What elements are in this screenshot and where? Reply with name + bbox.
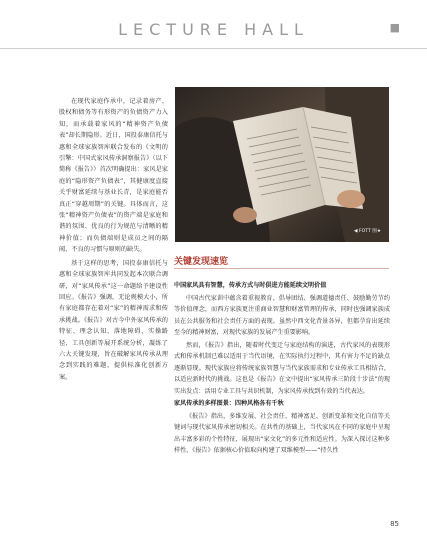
body-paragraph: 《报告》指出，多维发展、社会责任、精神富足、创新变革和文化自信等关键词与现代家风传承密切相关。在共性的基础上，当代家风在不同的家庭中呈现出丰富多彩的个性特征，展现出“家文化”的多元性和适应性。为深入探讨这种多样性，《报告》依据核心价值取向构建了双维模型——“持久性 [174,412,390,454]
section-divider [174,268,389,269]
intro-paragraph: 基于这样的思考，国投泰康信托与惠和全球家族智库共同发起本次联合调研，对“家风传承”这一命题给予建设性回应。《报告》强调，无论规模大小，所有家庭都存在着对“家”的精神需求和传承挑战。《报告》对古今中外家风传承的特征、理念认知、落地障碍、实操路径、工具创新等展开系统分析，凝练了六大关键发现，旨在破解家风传承从理念到实践的难题，提供标准化创新方案。 [59,259,168,381]
body-paragraph: 中国古代家训中蕴含着重视教育、倡导团结、强调道德责任、鼓励勤劳节约等价值理念，而西方家族更注重商业智慧和财富管理的传承，同时也强调家族成员在公共服务和社会责任方面的表现。虽然中西文化背景各异，但都孕育出延续至今的精神财富，对现代家族的发展产生重要影响。 [174,294,390,336]
section-header-title: LECTURE HALL [118,20,309,39]
section-title: 关键发现速览 [174,257,229,267]
photo-credit: ◀ FOTT 图★ [354,229,381,234]
right-column [174,279,390,458]
left-column [59,96,168,385]
body-paragraph: 然而，《报告》指出，随着时代变迁与家庭结构的演进，古代家风的表现形式和传承机制已难以适用于当代语境，在实际执行过程中，其有害力不足的缺点逐渐显现。现代家族应将传统家族智慧与当代家族需求和专业传承工具相结合，以适应新时代的挑战。这也是《报告》在文中提出“家风传承三阶段十步法”的现实出发点：活用专业工具与共识机制，为家风传承找到有效的当代表达。 [174,341,390,395]
header-square-icon: ■ [389,21,400,34]
reading-report-photo [175,87,389,242]
intro-paragraph: 在现代家庭作承中，记录着房产、股权和债务等有形资产的负债资产力入知，而承载着家风的“精神资产负债表”却长期隐形。近日，国投泰康信托与惠和全球家族智库联合发布的《文明的引擎：中国式家风传承洞察报告》（以下简称《报告》）首次明确提出：家风是家庭的“隐形资产负债表”，其健康度直接关乎财富延续与基业长青，是家庭能否真正“穿越周期”的关键。具体而言，这张“精神资产负债表”的资产端是家庭和谐的氛围、优良的行为规范与清晰的精神价值；而负债端则是成员之间的隔阂、不良的习惯与原则的缺失。 [59,98,168,254]
header-divider [0,48,427,49]
subheading: 家风传承的多样图景：四种风格各有千秋 [174,400,284,407]
page-number: 85 [390,520,399,528]
feature-photo [175,87,389,242]
subheading: 中国家风具有智慧，传承方式与时俱进方能延续文明价值 [174,282,327,289]
